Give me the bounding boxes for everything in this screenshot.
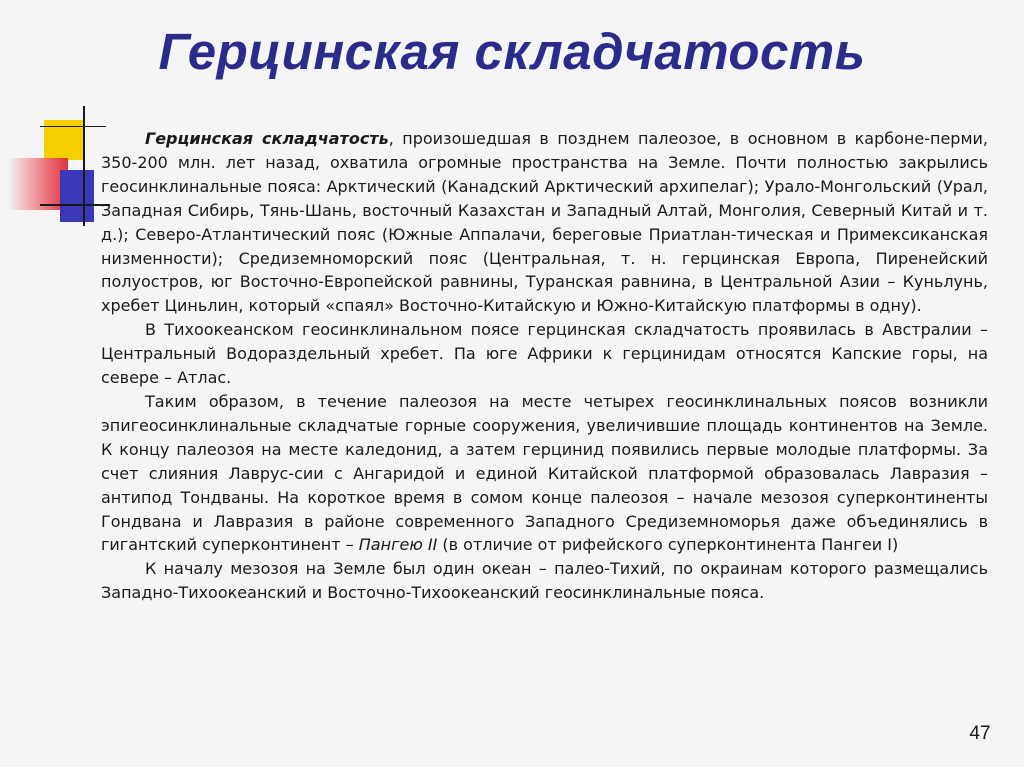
paragraph-2	[101, 318, 988, 390]
horizontal-line	[40, 204, 110, 206]
paragraph-4-text: К началу мезозоя на Земле был один океан – палео-Тихий, по окраинам которого размещались Западно-Тихоокеанский и Восточно-Тихоокеанский геосинклинальные пояса.	[101, 559, 988, 603]
red-gradient-square	[8, 158, 68, 210]
vertical-line	[83, 106, 85, 226]
paragraph-3	[101, 390, 988, 557]
horizontal-line-top	[40, 126, 106, 127]
decorative-squares	[0, 100, 110, 230]
paragraph-2-text: В Тихоокеанском геосинклинальном поясе герцинская складчатость проявилась в Австралии – Центральный Водораздельный хребет. Па юге Африки к герцинидам относятся Капские горы, на севере – Атлас.	[101, 320, 988, 388]
paragraph-4	[101, 557, 988, 605]
paragraph-1-text: , произошедшая в позднем палеозое, в основном в карбоне-перми, 350-200 млн. лет назад, охватила огромные пространства на Земле. Почти полностью закрылись геосинклинальные пояса: Арктический (Канадский Арктический архипелаг); Урало-Монгольский (Урал, Западная Сибирь, Тянь-Шань, восточный Казахстан и Западный Алтай, Монголия, Северный Китай и т. д.); Северо-Атлантический пояс (Южные Аппалачи, береговые Приатлан-тическая и Примексиканская низменности); Средиземноморский пояс (Центральная, т. н. герцинская Европа, Пиренейский полуостров, юг Восточно-Европейской равнины, Туранская равнина, в Центральной Азии – Куньлунь, хребет Циньлин, который «спаял» Восточно-Китайскую и Южно-Китайскую платформы в одну).	[101, 129, 989, 316]
slide-body	[101, 127, 988, 605]
term-pangea-ii: Пангею II	[358, 535, 438, 555]
term-hercynian-folding: Герцинская складчатость	[145, 129, 389, 148]
paragraph-1	[101, 127, 988, 318]
blue-square	[60, 170, 94, 222]
page-number: 47	[969, 723, 991, 744]
slide-title: Герцинская складчатость	[158, 23, 866, 80]
paragraph-3-text-before: Таким образом, в течение палеозоя на месте четырех геосинклинальных поясов возникли эпигеосинклинальные складчатые горные сооружения, увеличившие площадь континентов на Земле. К концу палеозоя на месте каледонид, а затем герцинид появились первые молодые платформы. За счет слияния Лаврус-сии с Ангаридой и единой Китайской платформой образовалась Лавразия – антипод Тондваны. На короткое время в сомом конце палеозоя – начале мезозоя суперконтиненты Гондвана и Лавразия в районе современного Западного Средиземноморья даже объединялись в гигантский суперконтинент –	[101, 391, 988, 555]
paragraph-3-text-after: (в отличие от рифейского суперконтинента Пангеи I)	[437, 535, 899, 555]
